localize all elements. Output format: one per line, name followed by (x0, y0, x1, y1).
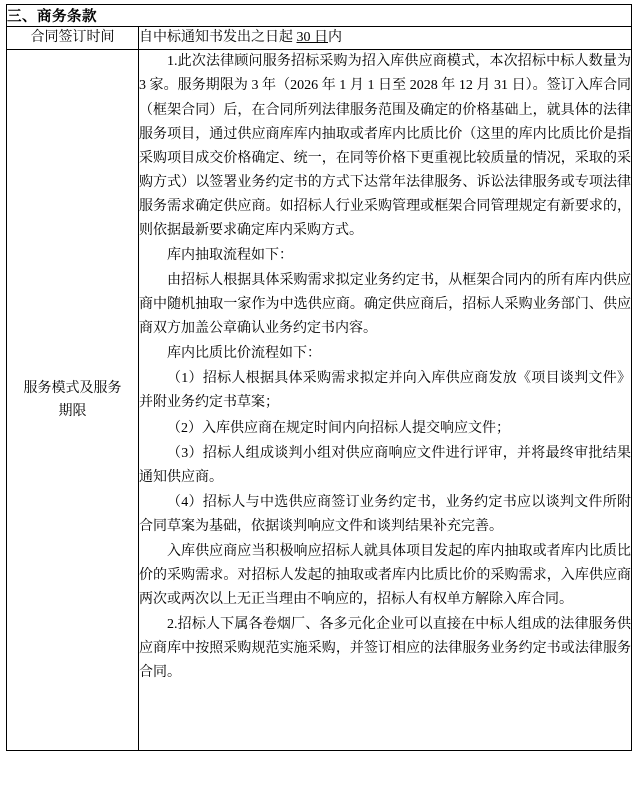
table-row-contract-date (7, 27, 632, 50)
paragraph: （1）招标人根据具体采购需求拟定并向入库供应商发放《项目谈判文件》并附业务约定书草案； (139, 371, 631, 411)
row-value-service-mode-and-period (139, 50, 632, 751)
row-label-text: 服务模式及服务期限 (23, 380, 122, 420)
paragraph: 由招标人根据具体采购需求拟定业务约定书，从框架合同内的所有库内供应商中随机抽取一家作为中选供应商。确定供应商后，招标人采购业务部门、供应商双方加盖公章确认业务约定书内容。 (139, 273, 631, 337)
paragraph: 库内抽取流程如下： (167, 248, 293, 264)
paragraph: 1.此次法律顾问服务招标采购为招入库供应商模式，本次招标中标人数量为 3 家。服务期限为 3 年（2026 年 1 月 1 日至 2028 年 12 月 31 日）。签订入库合同（框架合同）后，在合同所列法律服务范围及确定的价格基础上，就具体的法律服务项目，通过供应商库库内抽取或者库内比质比价（这里的库内比质比价是指采购项目成交价格确定、统一，在同等价格下更重视比较质量的情况，采取的采购方式）以签署业务约定书的方式下达常年法律服务、诉讼法律服务或专项法律服务需求确定供应商。如招标人行业采购管理或框架合同管理规定有新要求的，则依据最新要求确定库内采购方式。 (139, 54, 631, 238)
row-label-wrapper (7, 50, 138, 750)
row-label-contract-signing-time: 合同签订时间 (7, 27, 139, 50)
contract-date-prefix: 自中标通知书发出之日起 (139, 30, 297, 45)
contract-date-suffix: 内 (328, 30, 342, 45)
paragraph: （4）招标人与中选供应商签订业务约定书，业务约定书应以谈判文件所附合同草案为基础，依据谈判响应文件和谈判结果补充完善。 (139, 494, 631, 534)
table-row-section-header (7, 5, 632, 27)
paragraph: 2.招标人下属各卷烟厂、各多元化企业可以直接在中标人组成的法律服务供应商库中按照采购规范实施采购，并签订相应的法律服务业务约定书或法律服务合同。 (139, 617, 631, 681)
business-terms-table (6, 4, 632, 751)
table-row-service-mode (7, 50, 632, 751)
paragraph: 入库供应商应当积极响应招标人就具体项目发起的库内抽取或者库内比质比价的采购需求。对招标人发起的抽取或者库内比质比价的采购需求，入库供应商两次或两次以上无正当理由不响应的，招标人有权单方解除入库合同。 (139, 543, 631, 608)
paragraph: （3）招标人组成谈判小组对供应商响应文件进行评审，并将最终审批结果通知供应商。 (139, 445, 631, 485)
section-header: 三、商务条款 (7, 5, 632, 27)
paragraph: 库内比质比价流程如下： (167, 346, 321, 362)
row-label-service-mode-and-period (7, 50, 139, 751)
contract-date-underlined: 30 日 (296, 30, 328, 45)
paragraph: （2）入库供应商在规定时间内向招标人提交响应文件； (167, 420, 510, 436)
row-value-contract-signing-time (139, 27, 632, 50)
